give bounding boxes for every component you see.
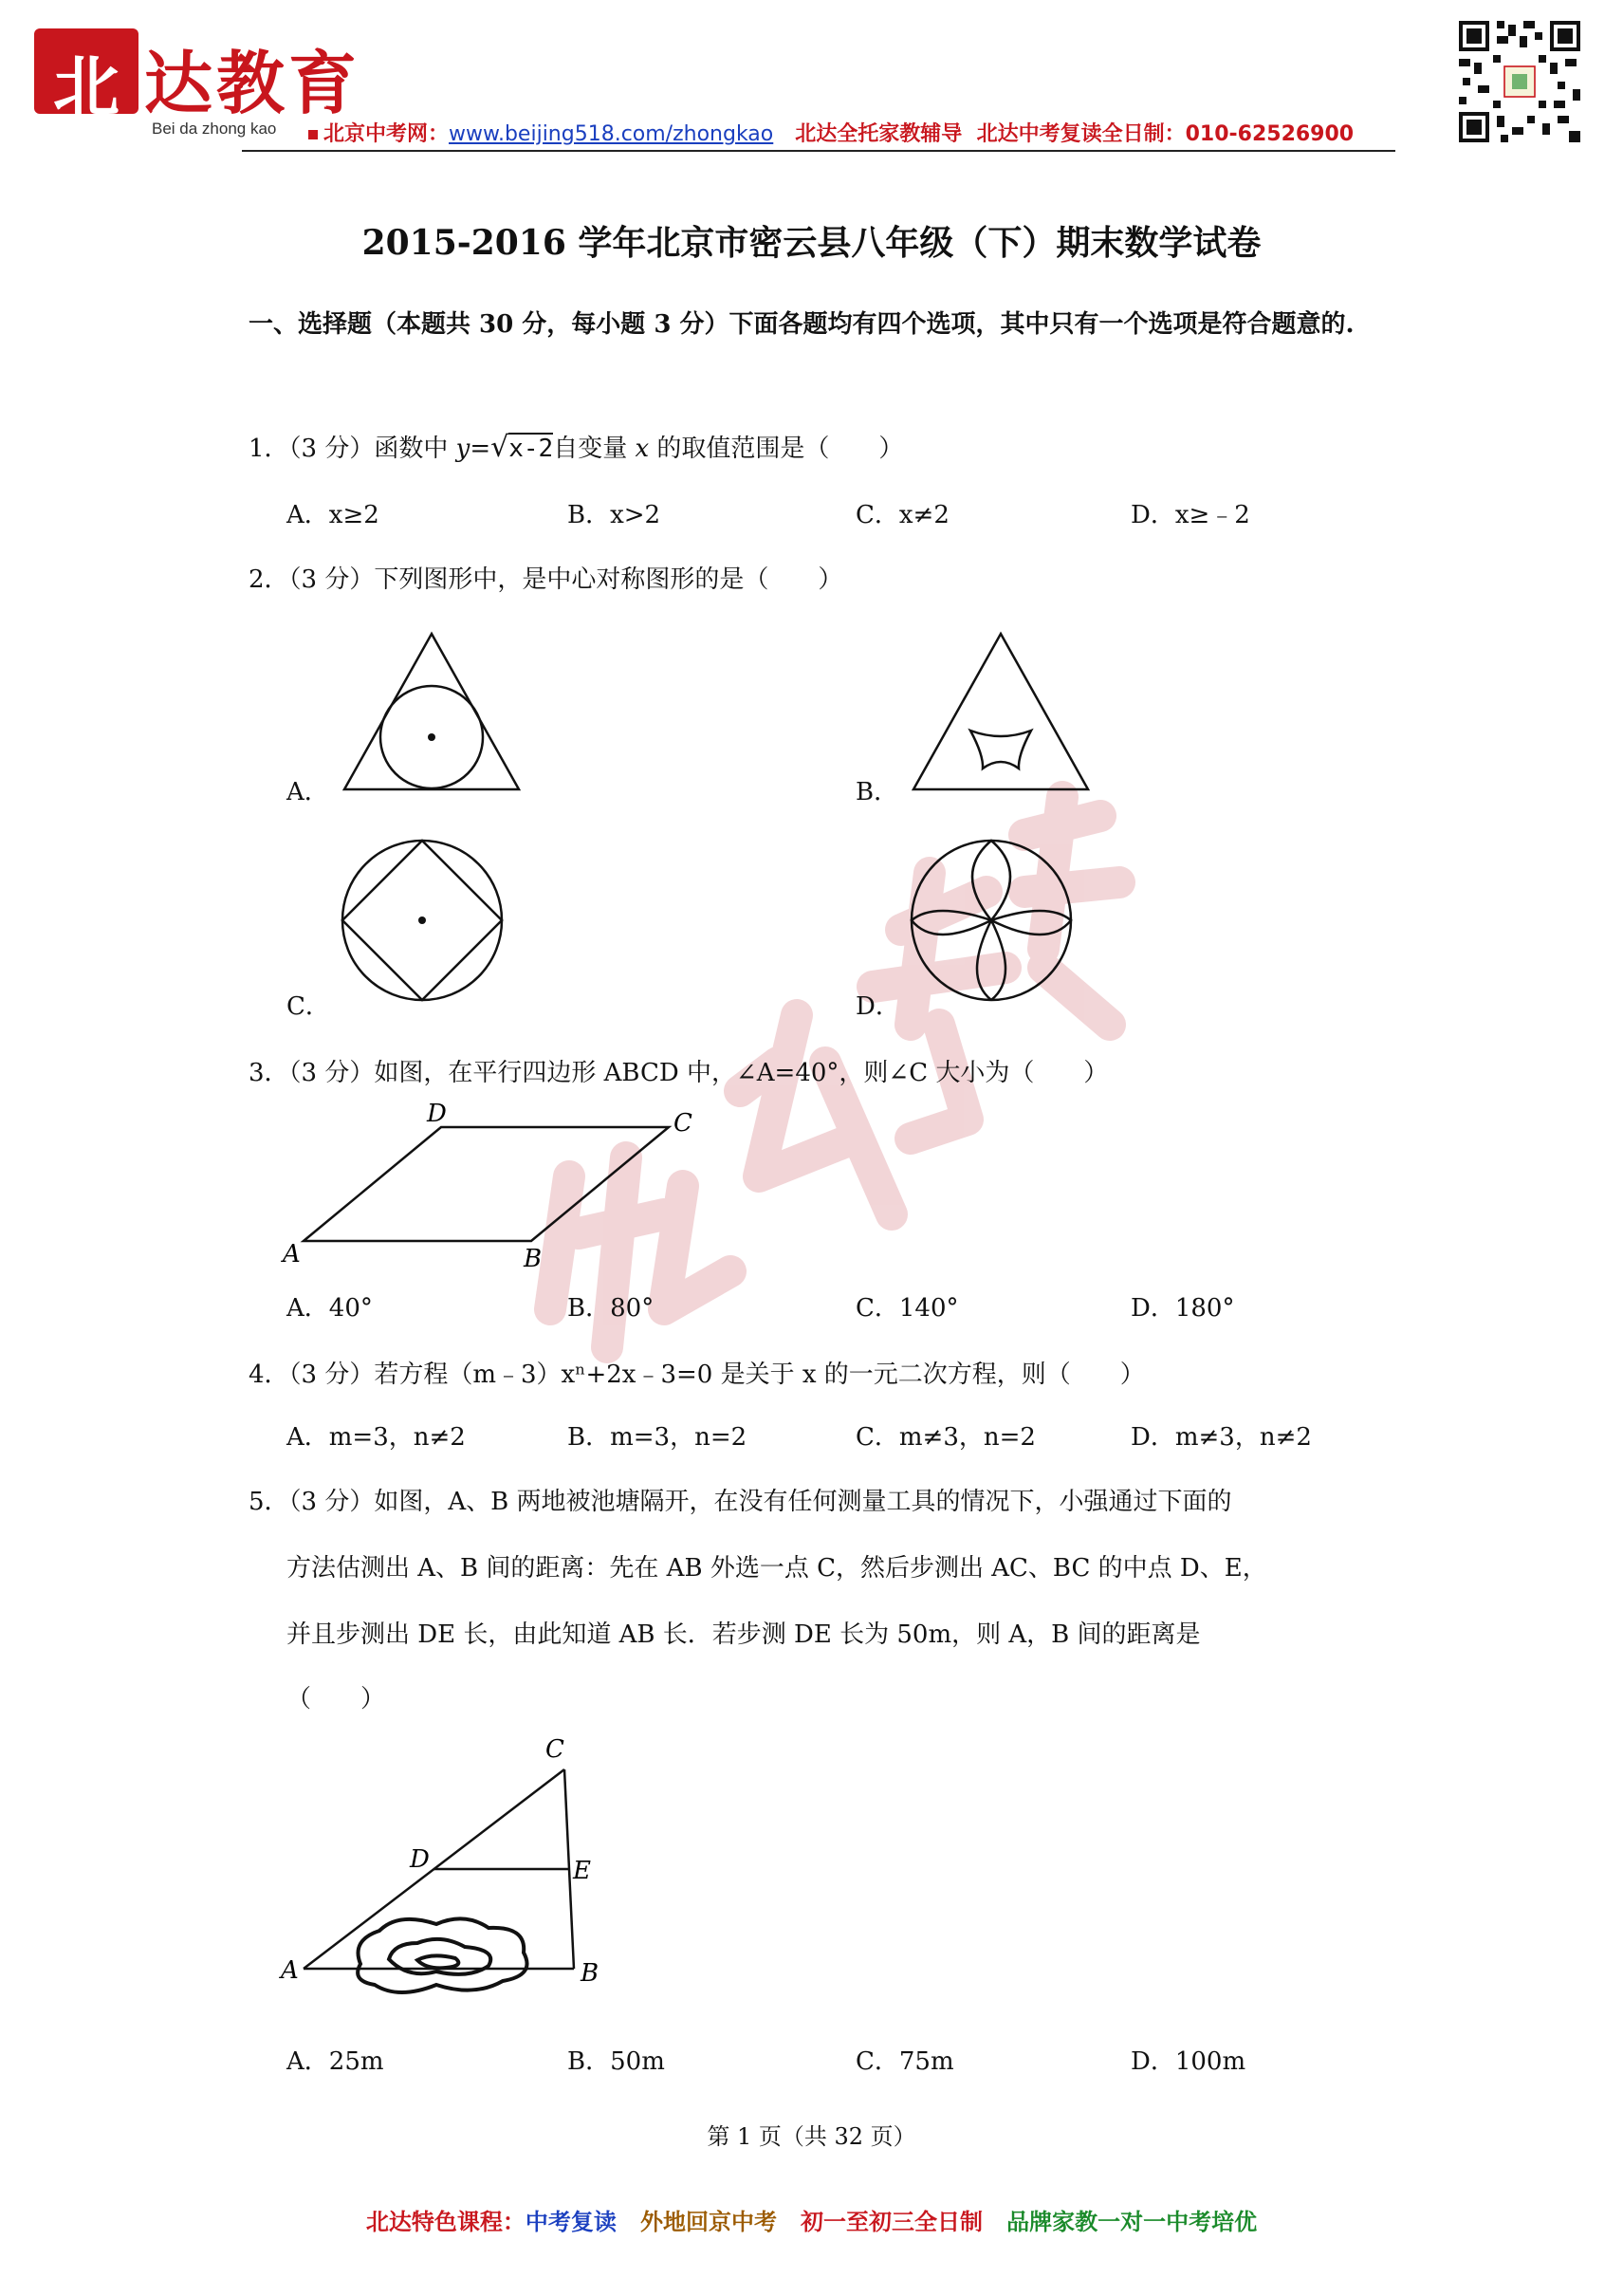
q1-option-b: B．x>2	[567, 501, 661, 529]
q2-label-c: C．	[286, 992, 330, 1021]
question-2: 2．（3 分）下列图形中，是中心对称图形的是（ ）	[249, 565, 843, 594]
question-3: 3．（3 分）如图，在平行四边形 ABCD 中，∠A=40°，则∠C 大小为（ ）	[249, 1059, 1109, 1087]
question-4: 4．（3 分）若方程（m﹣3）xⁿ+2x﹣3=0 是关于 x 的一元二次方程，则（ ）	[249, 1361, 1145, 1389]
service-1: 北达全托家教辅导	[795, 122, 963, 146]
q4-option-a: A．m=3，n≠2	[286, 1423, 466, 1452]
q2-label-d: D．	[856, 992, 900, 1021]
q3-option-c: C．140°	[856, 1294, 959, 1323]
q5-option-c: C．75m	[856, 2047, 954, 2076]
q3-label-a: A	[283, 1240, 301, 1268]
q1-stem-b: y=	[455, 435, 491, 463]
q5-pond-figure	[275, 1727, 636, 2002]
q2-figure-c	[327, 835, 517, 1006]
sqrt-icon: √	[490, 431, 509, 464]
q1-option-c: C．x≠2	[856, 501, 950, 529]
q5-label-c: C	[545, 1735, 564, 1764]
footer-ad-label: 北达特色课程：	[365, 2209, 526, 2235]
question-5-line-3: 并且步测出 DE 长，由此知道 AB 长．若步测 DE 长为 50m，则 A，B 间的距离是	[286, 1620, 1201, 1649]
footer-ad-2: 外地回京中考	[639, 2209, 777, 2235]
q5-label-a: A	[281, 1956, 299, 1985]
q3-option-a: A．40°	[286, 1294, 373, 1323]
q5-option-b: B．50m	[567, 2047, 665, 2076]
q5-label-e: E	[573, 1857, 591, 1885]
q3-label-d: D	[427, 1101, 447, 1128]
bullet-square-icon	[308, 130, 318, 139]
q4-option-b: B．m=3，n=2	[567, 1423, 747, 1452]
footer-ad	[0, 2203, 1623, 2236]
q5-option-a: A．25m	[286, 2047, 384, 2076]
q5-label-d: D	[410, 1845, 430, 1874]
q2-figure-a	[337, 626, 526, 797]
q1-stem-f: 的取值范围是（ ）	[649, 435, 904, 463]
site-link[interactable]: www.beijing518.com/zhongkao	[449, 122, 774, 146]
site-label: 北京中考网：	[323, 122, 450, 146]
question-5-line-4: （ ）	[286, 1685, 386, 1713]
q1-stem-d: 自变量	[553, 435, 636, 463]
q2-figure-d	[896, 835, 1086, 1006]
logo-text: 达教育	[144, 43, 361, 123]
q2-figure-b	[906, 626, 1096, 797]
page-number: 第 1 页（共 32 页）	[707, 2123, 916, 2150]
logo-mark: 北	[34, 28, 138, 114]
header-info	[308, 118, 1354, 147]
q3-label-c: C	[673, 1109, 692, 1138]
logo-subtitle: Bei da zhong kao	[152, 120, 277, 138]
footer-ad-3: 初一至初三全日制	[801, 2209, 984, 2235]
q3-label-b: B	[524, 1245, 543, 1271]
footer-ad-4: 品牌家教一对一中考培优	[1006, 2209, 1258, 2235]
service-2: 北达中考复读全日制：010-62526900	[976, 122, 1355, 146]
q4-option-d: D．m≠3，n≠2	[1131, 1423, 1312, 1452]
q3-option-d: D．180°	[1131, 1294, 1235, 1323]
question-1	[249, 429, 903, 464]
header-divider	[242, 150, 1395, 152]
section-heading: 一、选择题（本题共 30 分，每小题 3 分）下面各题均有四个选项，其中只有一个选项是符合题意的.	[249, 310, 1355, 339]
q3-parallelogram-figure	[275, 1101, 711, 1271]
q2-label-a: A．	[286, 778, 329, 806]
q1-option-a: A．x≥2	[286, 501, 379, 529]
question-5-line-2: 方法估测出 A、B 间的距离：先在 AB 外选一点 C，然后步测出 AC、BC 的中点 D、E，	[286, 1554, 1267, 1583]
q1-option-d: D．x≥﹣2	[1131, 501, 1250, 529]
qr-code-icon	[1455, 17, 1584, 146]
q5-label-b: B	[581, 1959, 599, 1988]
question-5-line-1: 5．（3 分）如图，A、B 两地被池塘隔开，在没有任何测量工具的情况下，小强通过下面的	[249, 1488, 1232, 1516]
q3-option-b: B．80°	[567, 1294, 655, 1323]
q1-stem-e: x	[635, 435, 650, 463]
q1-radicand: x-2	[508, 435, 554, 463]
q5-option-d: D．100m	[1131, 2047, 1246, 2076]
page-title: 2015-2016 学年北京市密云县八年级（下）期末数学试卷	[361, 223, 1262, 263]
q2-label-b: B．	[856, 778, 899, 806]
footer-ad-1: 中考复读	[525, 2209, 617, 2235]
q4-option-c: C．m≠3，n=2	[856, 1423, 1036, 1452]
q1-stem-a: 1．（3 分）函数中	[249, 435, 456, 463]
